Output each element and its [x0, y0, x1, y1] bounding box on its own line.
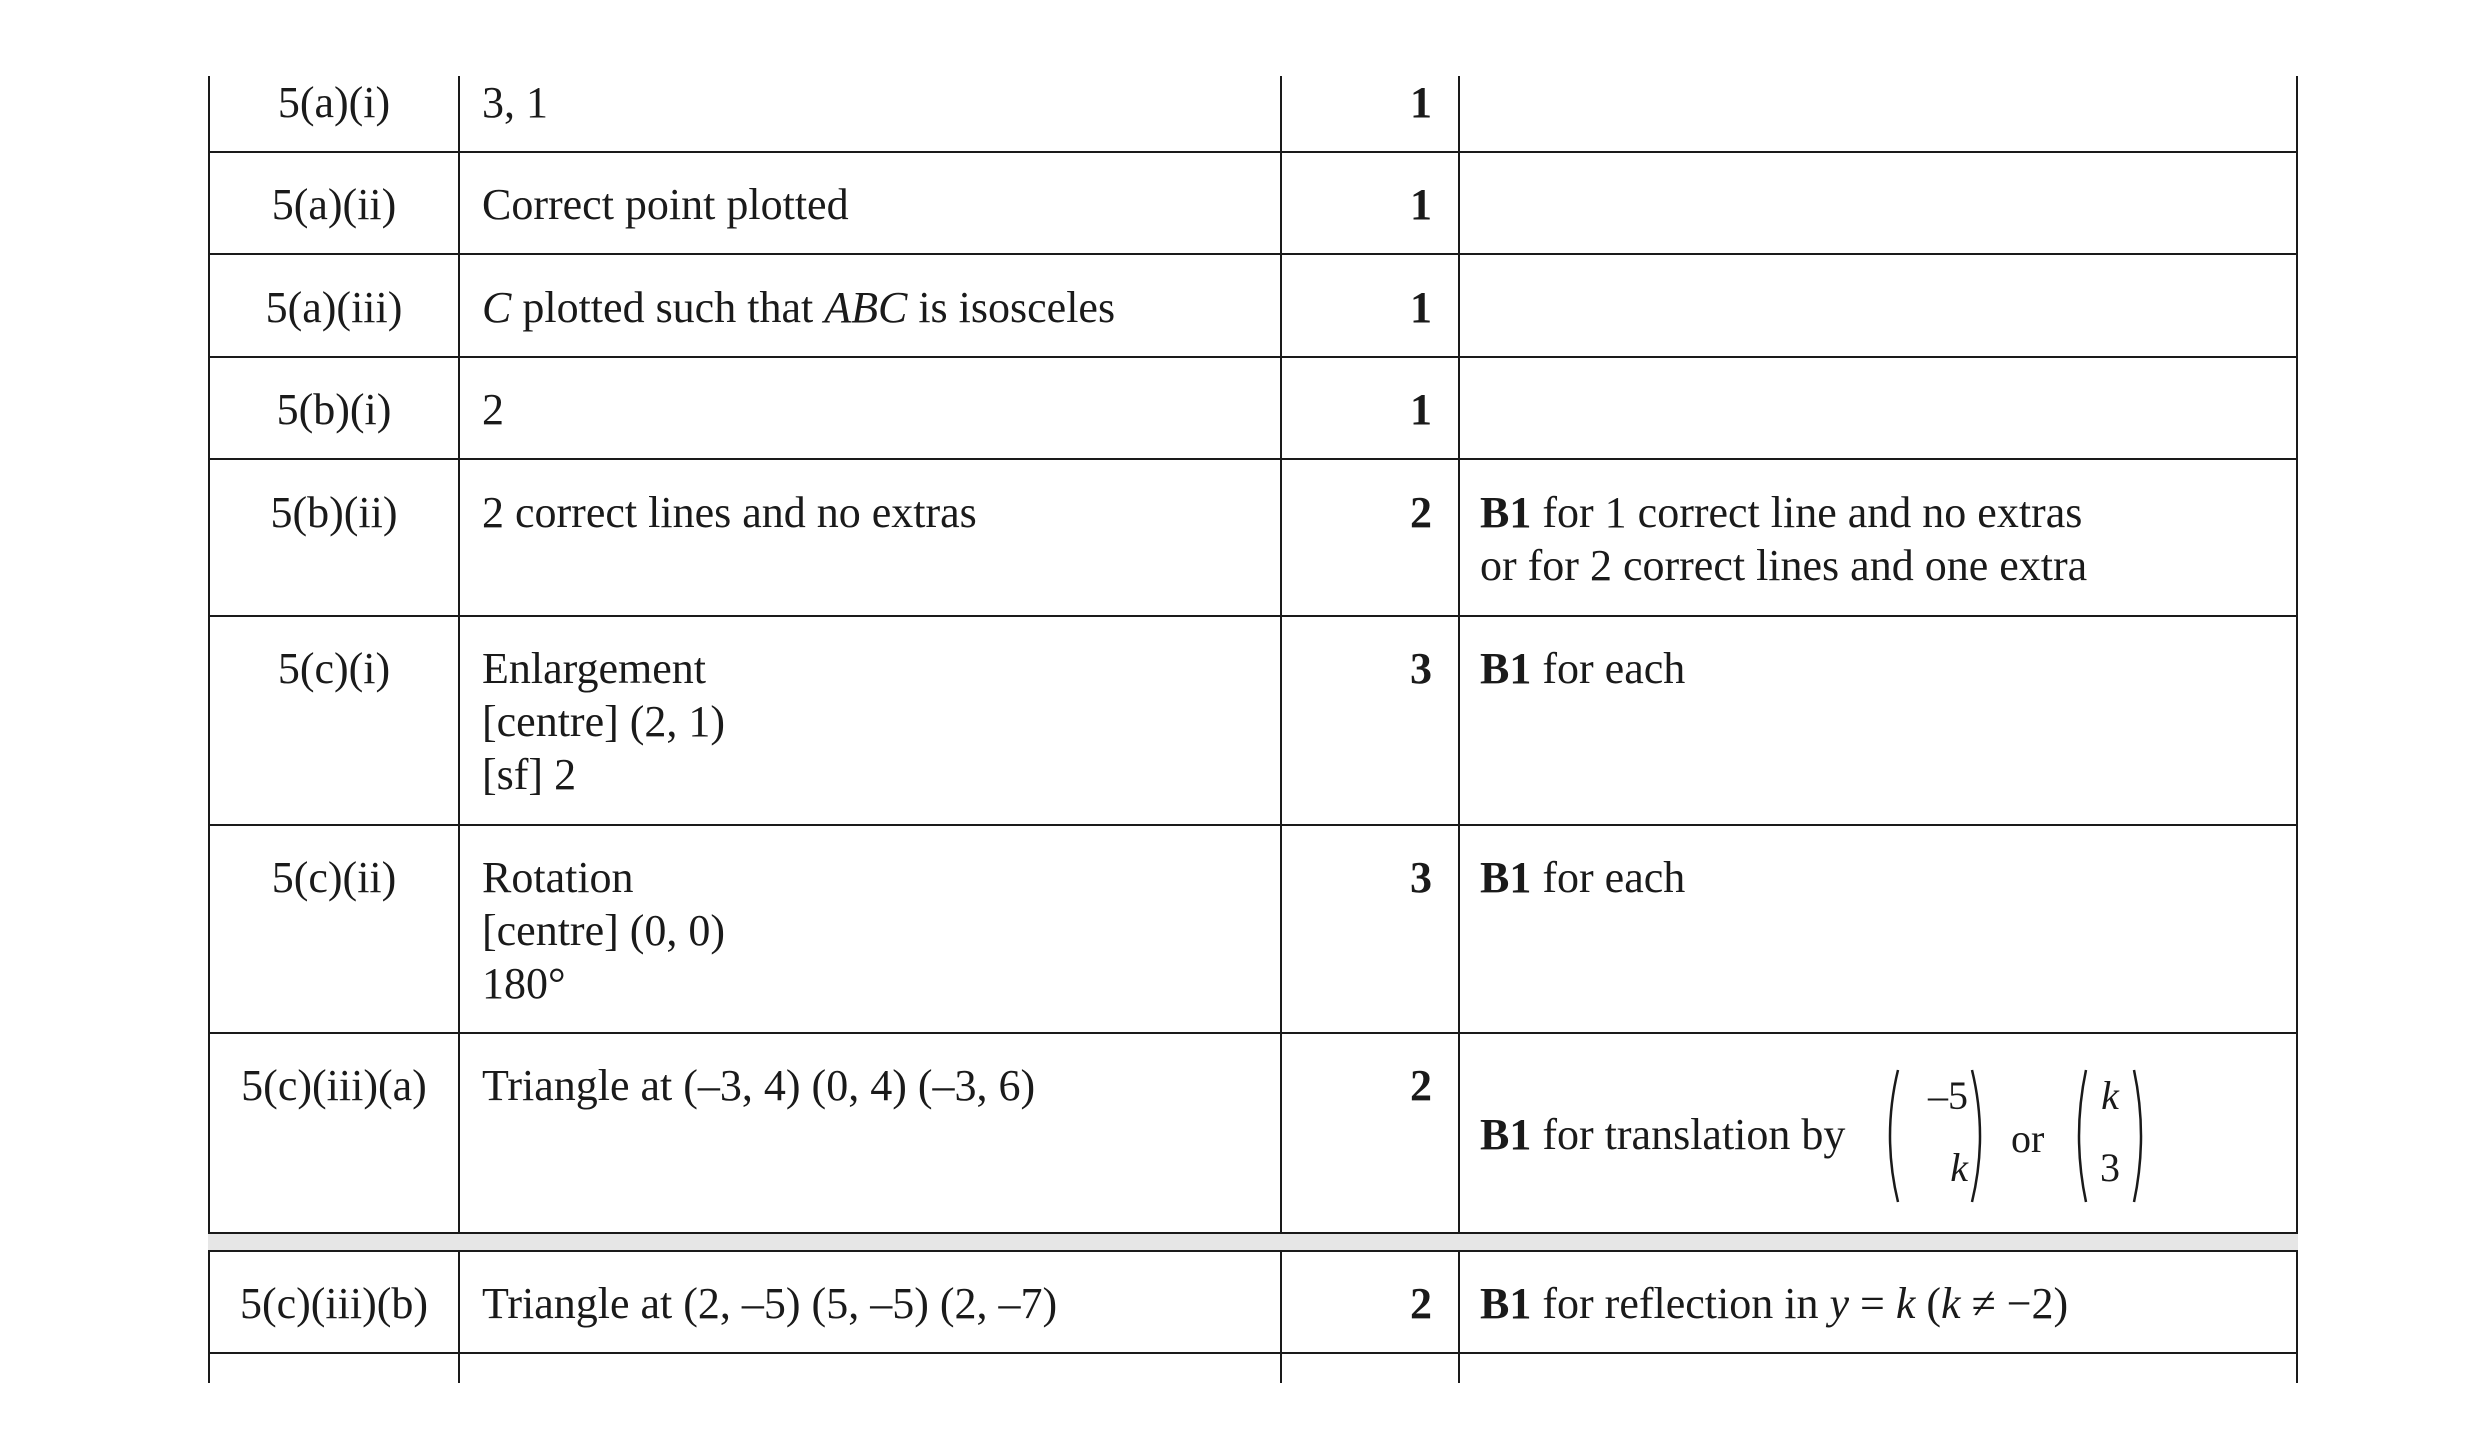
variable-k: k	[1941, 1279, 1961, 1328]
row-divider	[208, 1250, 2298, 1252]
row-divider	[208, 615, 2298, 617]
triangle-abc: ABC	[824, 283, 908, 332]
mark-code: B1	[1480, 1110, 1532, 1159]
mark-code: B1	[1480, 644, 1532, 693]
mark-code: B1	[1480, 853, 1532, 902]
variable-c: C	[482, 283, 512, 332]
column-border	[458, 76, 460, 1383]
answer-line: [centre] (0, 0)	[482, 906, 726, 955]
mark-code: B1	[1480, 488, 1532, 537]
part-label: 5(b)(ii)	[270, 488, 398, 537]
mark-code: B1	[1480, 1279, 1532, 1328]
vector-bottom: 3	[2100, 1145, 2120, 1190]
part-label: 5(c)(iii)(b)	[239, 1279, 429, 1328]
variable-y: y	[1829, 1279, 1849, 1328]
answer-text: 3, 1	[482, 78, 548, 127]
row-divider	[208, 458, 2298, 460]
guidance-text: for 1 correct line and no extras	[1531, 488, 2083, 537]
answer-text	[482, 642, 725, 801]
mark-value: 3	[1410, 853, 1432, 902]
mark-value: 2	[1410, 488, 1432, 537]
answer-text: Triangle at (–3, 4) (0, 4) (–3, 6)	[482, 1061, 1036, 1110]
vector-bottom: k	[1950, 1145, 1968, 1190]
part-label: 5(a)(iii)	[265, 283, 403, 332]
mark-value: 2	[1410, 1279, 1432, 1328]
row-divider	[208, 1032, 2298, 1034]
column-border	[1280, 76, 1282, 1383]
answer-line: 180°	[482, 959, 566, 1008]
answer-text: Triangle at (2, –5) (5, –5) (2, –7)	[482, 1279, 1058, 1328]
answer-text	[482, 281, 1115, 334]
guidance-text: ≠ −2)	[1960, 1279, 2069, 1328]
answer-line: Enlargement	[482, 644, 706, 693]
guidance-text: for each	[1531, 644, 1686, 693]
part-label: 5(c)(ii)	[271, 853, 397, 902]
part-label: 5(a)(ii)	[271, 180, 397, 229]
answer-text: 2	[482, 385, 504, 434]
answer-text: Correct point plotted	[482, 180, 849, 229]
guidance-note	[1480, 1108, 1845, 1161]
column-vector	[2070, 1066, 2150, 1206]
vector-top: –5	[1928, 1073, 1968, 1118]
mark-value: 1	[1410, 283, 1432, 332]
column-vector	[1880, 1066, 1990, 1206]
part-label: 5(c)(i)	[277, 644, 391, 693]
guidance-text: (	[1915, 1279, 1942, 1328]
row-divider	[208, 356, 2298, 358]
answer-line: [sf] 2	[482, 750, 577, 799]
guidance-text: for reflection in	[1531, 1279, 1830, 1328]
answer-fragment: is isosceles	[907, 283, 1116, 332]
mark-value: 1	[1410, 385, 1432, 434]
row-divider	[208, 151, 2298, 153]
mark-value: 1	[1410, 78, 1432, 127]
answer-text	[482, 851, 725, 1010]
part-label: 5(a)(i)	[277, 78, 391, 127]
column-border	[1458, 76, 1460, 1383]
column-border	[208, 76, 210, 1383]
guidance-note	[1480, 486, 2087, 592]
row-separator-band	[208, 1234, 2298, 1250]
mark-value: 3	[1410, 644, 1432, 693]
guidance-text: for translation by	[1531, 1110, 1846, 1159]
part-label: 5(b)(i)	[276, 385, 392, 434]
column-border	[2296, 76, 2298, 1383]
vector-top: k	[2101, 1073, 2119, 1118]
answer-fragment: plotted such that	[511, 283, 825, 332]
guidance-note	[1480, 1277, 2068, 1330]
part-label: 5(c)(iii)(a)	[241, 1061, 427, 1110]
answer-line: Rotation	[482, 853, 634, 902]
mark-value: 1	[1410, 180, 1432, 229]
row-divider	[208, 824, 2298, 826]
guidance-text: or for 2 correct lines and one extra	[1480, 541, 2088, 590]
or-text: or	[2011, 1116, 2045, 1161]
answer-text: 2 correct lines and no extras	[482, 488, 977, 537]
guidance-note	[1480, 642, 1685, 695]
variable-k: k	[1895, 1279, 1916, 1328]
guidance-text: for each	[1531, 853, 1686, 902]
mark-value: 2	[1410, 1061, 1432, 1110]
row-divider	[208, 1352, 2298, 1354]
guidance-note	[1480, 851, 1685, 904]
guidance-text: =	[1849, 1279, 1896, 1328]
answer-line: [centre] (2, 1)	[482, 697, 726, 746]
row-divider	[208, 253, 2298, 255]
